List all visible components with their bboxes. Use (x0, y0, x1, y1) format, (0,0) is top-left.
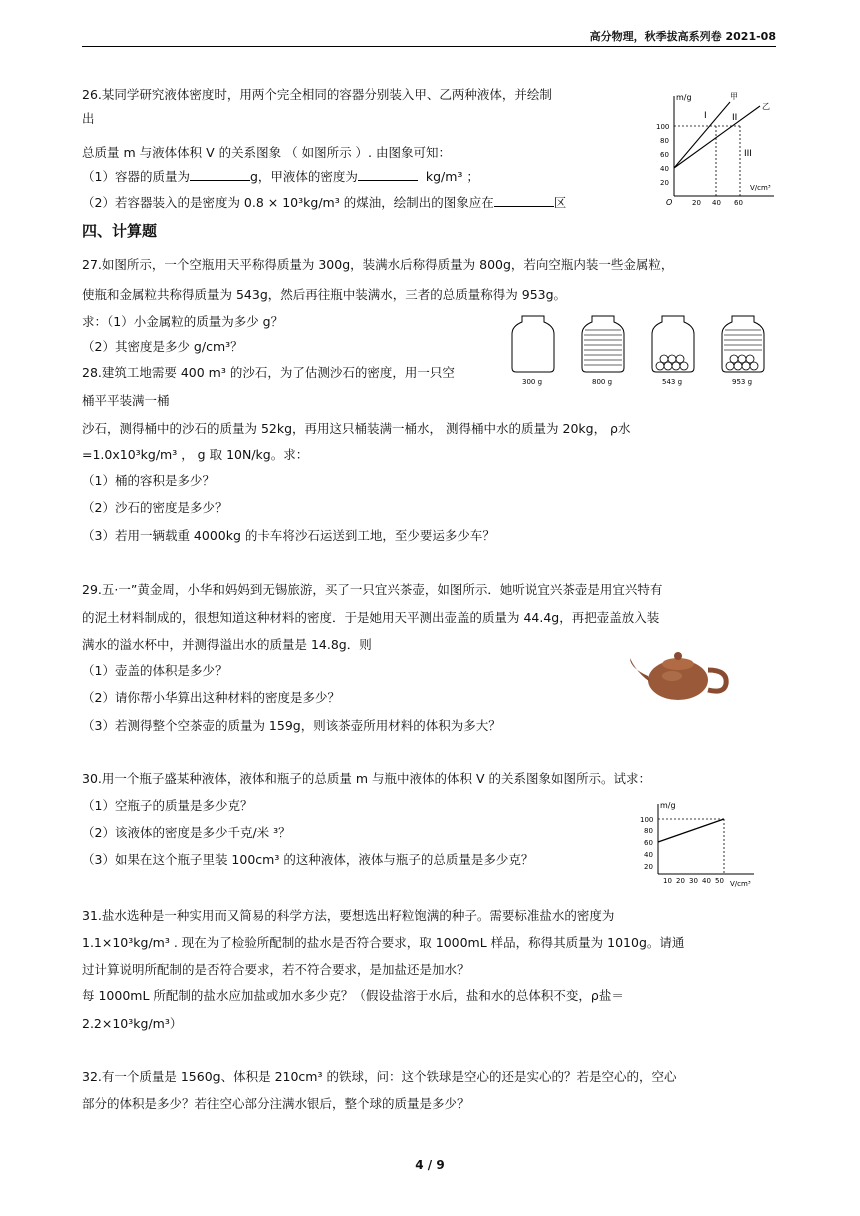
q31-line5: 2.2×10³kg/m³） (82, 1016, 183, 1031)
y-tick-label: 100 (656, 123, 670, 131)
x-tick-label: 30 (689, 877, 698, 885)
x-tick-label: 40 (702, 877, 711, 885)
jar-label: 543 g (662, 378, 683, 386)
q28-line2: 桶平平装满一桶 (82, 393, 170, 408)
q26-line1: 26.某同学研究液体密度时，用两个完全相同的容器分别装入甲、乙两种液体，并绘制 (82, 87, 552, 102)
y-tick-label: 20 (660, 179, 669, 187)
q26-q1-text-b: g，甲液体的密度为 (249, 169, 358, 184)
jar-empty (512, 316, 554, 372)
q27-line1: 27.如图所示，一个空瓶用天平称得质量为 300g，装满水后称得质量为 800g，若向空瓶内装一些金属粒， (82, 257, 674, 272)
q30-line3: （2）该液体的密度是多少千克/米 ³？ (82, 825, 291, 840)
region-label: I (704, 111, 707, 121)
answer-blank[interactable] (190, 168, 250, 181)
q31-line2: 1.1×10³kg/m³ . 现在为了检验所配制的盐水是否符合要求，取 1000mL 样品，称得其质量为 1010g。请通 (82, 935, 685, 950)
y-tick-label: 80 (660, 137, 669, 145)
x-tick-label: 10 (663, 877, 672, 885)
y-axis-label: m/g (660, 801, 676, 810)
y-tick-label: 60 (660, 151, 669, 159)
q29-line4: （1）壶盖的体积是多少？ (82, 663, 228, 678)
x-axis-label: V/cm³ (730, 880, 751, 888)
y-tick-label: 40 (644, 851, 653, 859)
q31-line4: 每 1000mL 所配制的盐水应加盐或加水多少克？（假设盐溶于水后，盐和水的总体积不变，ρ盐＝ (82, 988, 624, 1003)
y-tick-label: 100 (640, 816, 654, 824)
q29-line3: 满水的溢水杯中，并测得溢出水的质量是 14.8g．则 (82, 637, 372, 652)
series-jia-line (674, 102, 730, 168)
q30-line1: 30.用一个瓶子盛某种液体，液体和瓶子的总质量 m 与瓶中液体的体积 V 的关系图象如图所示。试求： (82, 771, 652, 786)
q31-line3: 过计算说明所配制的是否符合要求，若不符合要求，是加盐还是加水？ (82, 962, 470, 977)
x-tick-label: 20 (692, 199, 701, 207)
origin-label: O (666, 198, 673, 207)
header-divider (82, 46, 776, 47)
q28-line7: （3）若用一辆载重 4000kg 的卡车将沙石运送到工地，至少要运多少车？ (82, 528, 495, 543)
q27-jars-figure (508, 312, 778, 388)
page-number: 4 / 9 (415, 1158, 445, 1172)
q26-line2: 出 (82, 111, 95, 126)
q26-line4 (82, 168, 479, 186)
series-yi-label: 乙 (762, 102, 770, 111)
section-heading: 四、计算题 (82, 222, 158, 240)
y-tick-label: 20 (644, 863, 653, 871)
teapot-image (624, 642, 736, 704)
y-tick-label: 80 (644, 827, 653, 835)
jar-label: 800 g (592, 378, 613, 386)
q29-line1: 29.五·一”黄金周，小华和妈妈到无锡旅游，买了一只宜兴茶壶，如图所示．她听说宜兴茶壶是用宜兴特有 (82, 582, 663, 597)
jar-metal-grains (652, 316, 694, 372)
q26-q2-text-b: 区 (553, 195, 567, 210)
q29-line5: （2）请你帮小华算出这种材料的密度是多少？ (82, 690, 340, 705)
region-label: III (744, 149, 752, 159)
q27-line2: 使瓶和金属粒共称得质量为 543g，然后再往瓶中装满水，三者的总质量称得为 953g。 (82, 287, 567, 302)
q26-mass-volume-graph (652, 88, 782, 210)
region-label: II (732, 113, 738, 123)
q27-line3: 求：（1）小金属粒的质量为多少 g？ (82, 314, 284, 329)
q31-line1: 31.盐水选种是一种实用而又简易的科学方法，要想选出籽粒饱满的种子。需要标准盐水的密度为 (82, 908, 615, 923)
q26-q1-text-a: （1）容器的质量为 (82, 169, 190, 184)
q26-q2-text-a: （2）若容器装入的是密度为 0.8 × 10³kg/m³ 的煤油，绘制出的图象应在 (82, 195, 494, 210)
q29-line6: （3）若测得整个空茶壶的质量为 159g，则该茶壶所用材料的体积为多大？ (82, 718, 501, 733)
mass-volume-line (658, 819, 724, 842)
q26-line5 (82, 194, 566, 212)
jar-label: 953 g (732, 378, 753, 386)
y-tick-label: 60 (644, 839, 653, 847)
q26-q1-text-c: kg/m³ ； (425, 169, 479, 184)
answer-blank[interactable] (358, 168, 418, 181)
x-tick-label: 40 (712, 199, 721, 207)
q28-line1: 28.建筑工地需要 400 m³ 的沙石，为了估测沙石的密度，用一只空 (82, 365, 455, 380)
jar-water (582, 316, 624, 372)
q27-line4: （2）其密度是多少 g/cm³？ (82, 339, 243, 354)
series-jia-label: 甲 (730, 92, 738, 101)
q28-line6: （2）沙石的密度是多少？ (82, 500, 228, 515)
y-tick-label: 40 (660, 165, 669, 173)
q32-line1: 32.有一个质量是 1560g、体积是 210cm³ 的铁球，问：这个铁球是空心的还是实心的？若是空心的，空心 (82, 1069, 677, 1084)
page-header: 高分物理，秋季拔高系列卷 2021-08 (589, 30, 776, 43)
q28-line4: =1.0x10³kg/m³ ， g 取 10N/kg。求： (82, 447, 309, 462)
x-axis-label: V/cm³ (750, 184, 771, 192)
q30-mass-volume-graph (632, 798, 762, 890)
jar-grains-water (722, 316, 764, 372)
q32-line2: 部分的体积是多少？若往空心部分注满水银后，整个球的质量是多少？ (82, 1096, 470, 1111)
answer-blank[interactable] (494, 194, 554, 207)
q28-line5: （1）桶的容积是多少？ (82, 473, 215, 488)
jar-label: 300 g (522, 378, 543, 386)
y-axis-label: m/g (676, 93, 692, 102)
q30-line4: （3）如果在这个瓶子里装 100cm³ 的这种液体，液体与瓶子的总质量是多少克？ (82, 852, 534, 867)
x-tick-label: 20 (676, 877, 685, 885)
q26-line3: 总质量 m 与液体体积 V 的关系图象 （ 如图所示 ）. 由图象可知： (82, 145, 451, 160)
x-tick-label: 50 (715, 877, 724, 885)
x-tick-label: 60 (734, 199, 743, 207)
q29-line2: 的泥土材料制成的，很想知道这种材料的密度．于是她用天平测出壶盖的质量为 44.4g，再把壶盖放入装 (82, 610, 660, 625)
q30-line2: （1）空瓶子的质量是多少克？ (82, 798, 253, 813)
q28-line3: 沙石，测得桶中的沙石的质量为 52kg，再用这只桶装满一桶水， 测得桶中水的质量为 20kg， ρ水 (82, 421, 631, 436)
